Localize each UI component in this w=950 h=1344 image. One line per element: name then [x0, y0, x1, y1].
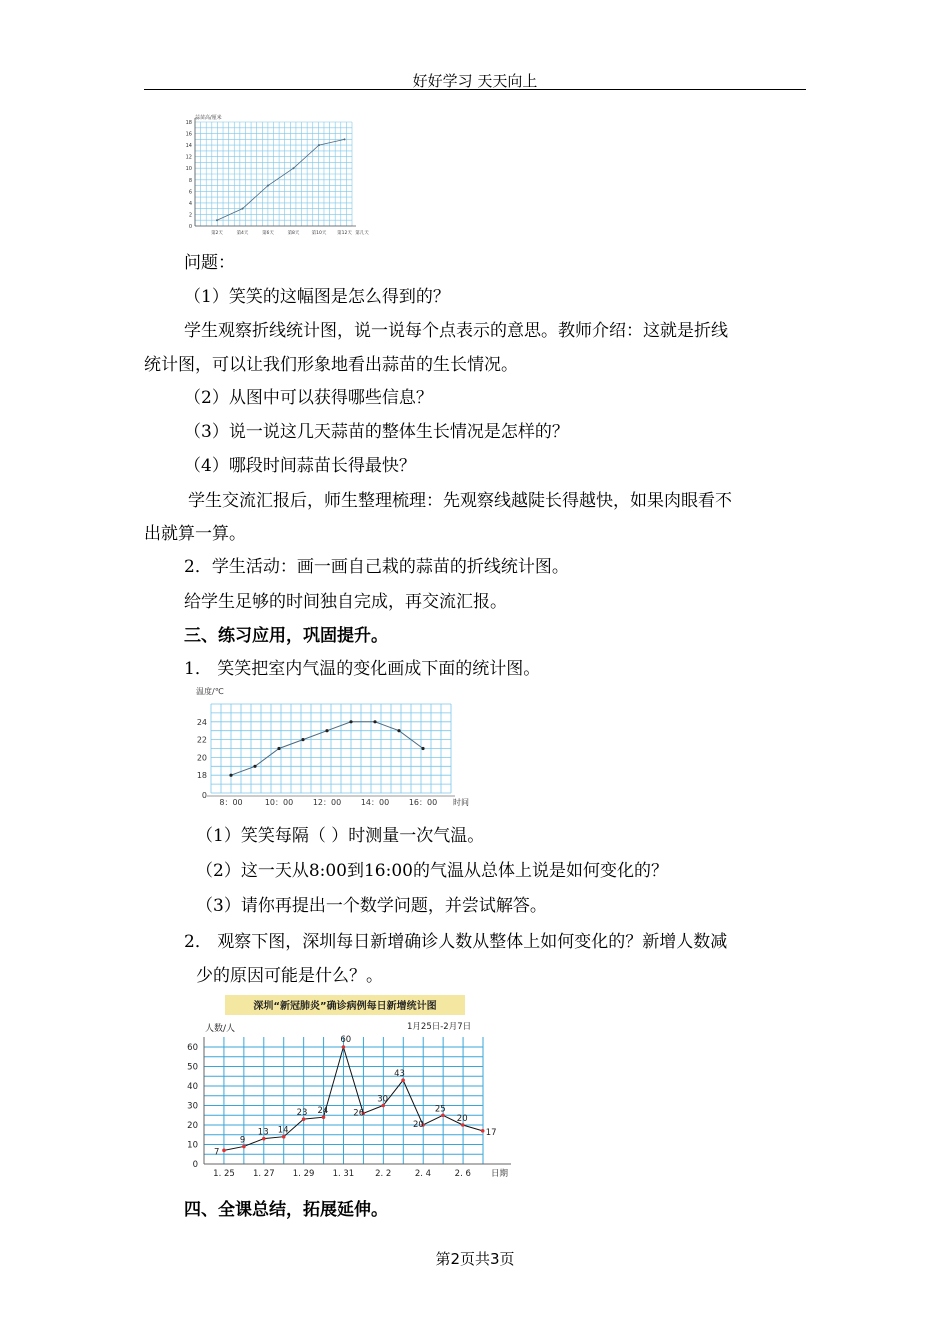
y-axis-label: 人数/人 — [205, 1024, 236, 1034]
data-point — [342, 1045, 346, 1049]
data-label: 24 — [317, 1106, 329, 1117]
text-line-15: （2）这一天从8:00到16:00的气温从总体上说是如何变化的？ — [196, 861, 668, 881]
text-line-16: （3）请你再提出一个数学问题，并尝试解答。 — [196, 896, 547, 916]
data-label: 20 — [413, 1120, 424, 1130]
x-tick-label: 第6天 — [262, 231, 274, 236]
data-point — [222, 1149, 226, 1153]
data-point — [373, 720, 376, 723]
data-point — [293, 167, 295, 169]
y-tick-label: 0 — [188, 224, 192, 230]
data-point — [216, 219, 218, 221]
x-tick-label: 8：00 — [219, 798, 243, 807]
data-label: 7 — [214, 1147, 220, 1158]
x-tick-label: 1. 25 — [213, 1169, 235, 1179]
y-tick-label: 18 — [196, 771, 207, 781]
data-label: 17 — [485, 1127, 497, 1138]
x-tick-label: 2. 6 — [454, 1169, 471, 1179]
text-line-10: 2．学生活动：画一画自己栽的蒜苗的折线统计图。 — [184, 557, 569, 577]
text-line-1: 问题： — [184, 253, 235, 273]
x-tick-label: 1. 29 — [292, 1169, 315, 1179]
y-tick-label: 30 — [187, 1101, 198, 1112]
x-tick-label: 10：00 — [264, 798, 294, 807]
section-heading-4: 四、全课总结，拓展延伸。 — [184, 1200, 388, 1220]
y-tick-label: 4 — [188, 200, 192, 207]
header-rule — [144, 89, 806, 90]
x-axis-label: 时间 — [453, 798, 469, 807]
y-tick-label: 2 — [188, 212, 192, 219]
data-label: 13 — [257, 1127, 269, 1138]
y-tick-label: 12 — [185, 154, 192, 161]
data-label: 43 — [394, 1069, 405, 1080]
y-tick-label: 50 — [187, 1062, 198, 1073]
new-cases-chart — [185, 994, 525, 1186]
text-line-11: 给学生足够的时间独自完成，再交流汇报。 — [184, 592, 507, 612]
data-point — [229, 774, 232, 777]
data-label: 23 — [296, 1108, 308, 1119]
data-point — [253, 765, 256, 768]
y-tick-label: 60 — [187, 1043, 198, 1053]
data-point — [349, 720, 352, 723]
data-point — [397, 729, 400, 732]
x-axis-label: 日期 — [491, 1169, 509, 1179]
text-line-6: （3）说一说这几天蒜苗的整体生长情况是怎样的？ — [184, 422, 569, 442]
data-point — [301, 738, 304, 741]
data-label: 9 — [239, 1135, 246, 1146]
page-header: 好好学习 天天向上 — [412, 72, 538, 90]
text-line-3: 学生观察折线统计图，说一说每个点表示的意思。教师介绍：这就是折线 — [184, 321, 728, 341]
y-tick-label: 10 — [187, 1140, 198, 1151]
data-point — [421, 747, 424, 750]
x-tick-label: 第2天 — [211, 231, 223, 236]
text-line-13: 1． 笑笑把室内气温的变化画成下面的统计图。 — [184, 659, 541, 679]
data-label: 60 — [340, 1035, 352, 1045]
y-tick-label: 24 — [196, 717, 207, 727]
text-line-9: 出就算一算。 — [144, 524, 246, 544]
x-tick-label: 2. 4 — [414, 1169, 432, 1179]
page-footer: 第2页共3页 — [435, 1250, 515, 1268]
garlic-growth-chart — [180, 112, 380, 237]
chart-subtitle: 1月25日-2月7日 — [407, 1022, 472, 1032]
y-tick-label: 20 — [196, 753, 207, 763]
data-point — [242, 208, 244, 210]
data-point — [267, 185, 269, 187]
y-tick-label: 14 — [185, 143, 192, 150]
section-heading-3: 三、练习应用，巩固提升。 — [184, 626, 388, 646]
x-tick-label: 2. 2 — [375, 1169, 392, 1179]
y-tick-label: 16 — [185, 131, 192, 138]
y-tick-label: 10 — [185, 166, 192, 173]
data-label: 30 — [377, 1094, 389, 1105]
x-tick-label: 第4天 — [236, 231, 249, 236]
x-tick-label: 1. 27 — [252, 1169, 275, 1179]
y-tick-label: 0 — [201, 791, 207, 800]
data-point — [318, 144, 320, 146]
x-tick-label: 14：00 — [360, 798, 390, 807]
text-line-18: 少的原因可能是什么？。 — [196, 966, 383, 986]
x-tick-label: 16：00 — [408, 798, 438, 807]
chart-title: 深圳“新冠肺炎”确诊病例每日新增统计图 — [253, 1001, 437, 1012]
data-point — [277, 747, 280, 750]
data-label: 14 — [277, 1125, 289, 1136]
text-line-8: 学生交流汇报后，师生整理梳理：先观察线越陡长得越快，如果肉眼看不 — [188, 491, 732, 511]
text-line-17: 2． 观察下图，深圳每日新增确诊人数从整体上如何变化的？新增人数减 — [184, 932, 728, 952]
y-axis-label: 温度/℃ — [196, 687, 224, 696]
y-tick-label: 40 — [187, 1082, 198, 1092]
y-tick-label: 22 — [196, 735, 207, 745]
temperature-chart — [190, 684, 490, 810]
text-line-14: （1）笑笑每隔（ ）时测量一次气温。 — [196, 826, 485, 846]
data-point — [325, 729, 328, 732]
x-tick-label: 第10天 — [311, 231, 327, 236]
data-label: 20 — [456, 1114, 468, 1124]
data-point — [481, 1129, 485, 1133]
y-tick-label: 8 — [188, 177, 192, 184]
text-line-5: （2）从图中可以获得哪些信息？ — [184, 388, 433, 408]
x-axis-label: 第几天 — [355, 231, 369, 236]
x-tick-label: 12：00 — [312, 798, 342, 807]
data-point — [344, 138, 346, 140]
y-axis-label: 蒜苗高/厘米 — [195, 115, 222, 121]
x-tick-label: 1. 31 — [332, 1169, 355, 1179]
y-tick-label: 20 — [187, 1121, 198, 1131]
data-label: 26 — [353, 1108, 365, 1119]
y-tick-label: 0 — [192, 1160, 198, 1170]
x-tick-label: 第8天 — [287, 231, 300, 236]
data-label: 25 — [434, 1104, 446, 1115]
text-line-7: （4）哪段时间蒜苗长得最快？ — [184, 456, 416, 476]
y-tick-label: 18 — [185, 120, 192, 126]
text-line-4: 统计图，可以让我们形象地看出蒜苗的生长情况。 — [144, 355, 518, 375]
x-tick-label: 第12天 — [337, 231, 352, 236]
y-tick-label: 6 — [188, 189, 192, 196]
text-line-2: （1）笑笑的这幅图是怎么得到的？ — [184, 287, 450, 307]
